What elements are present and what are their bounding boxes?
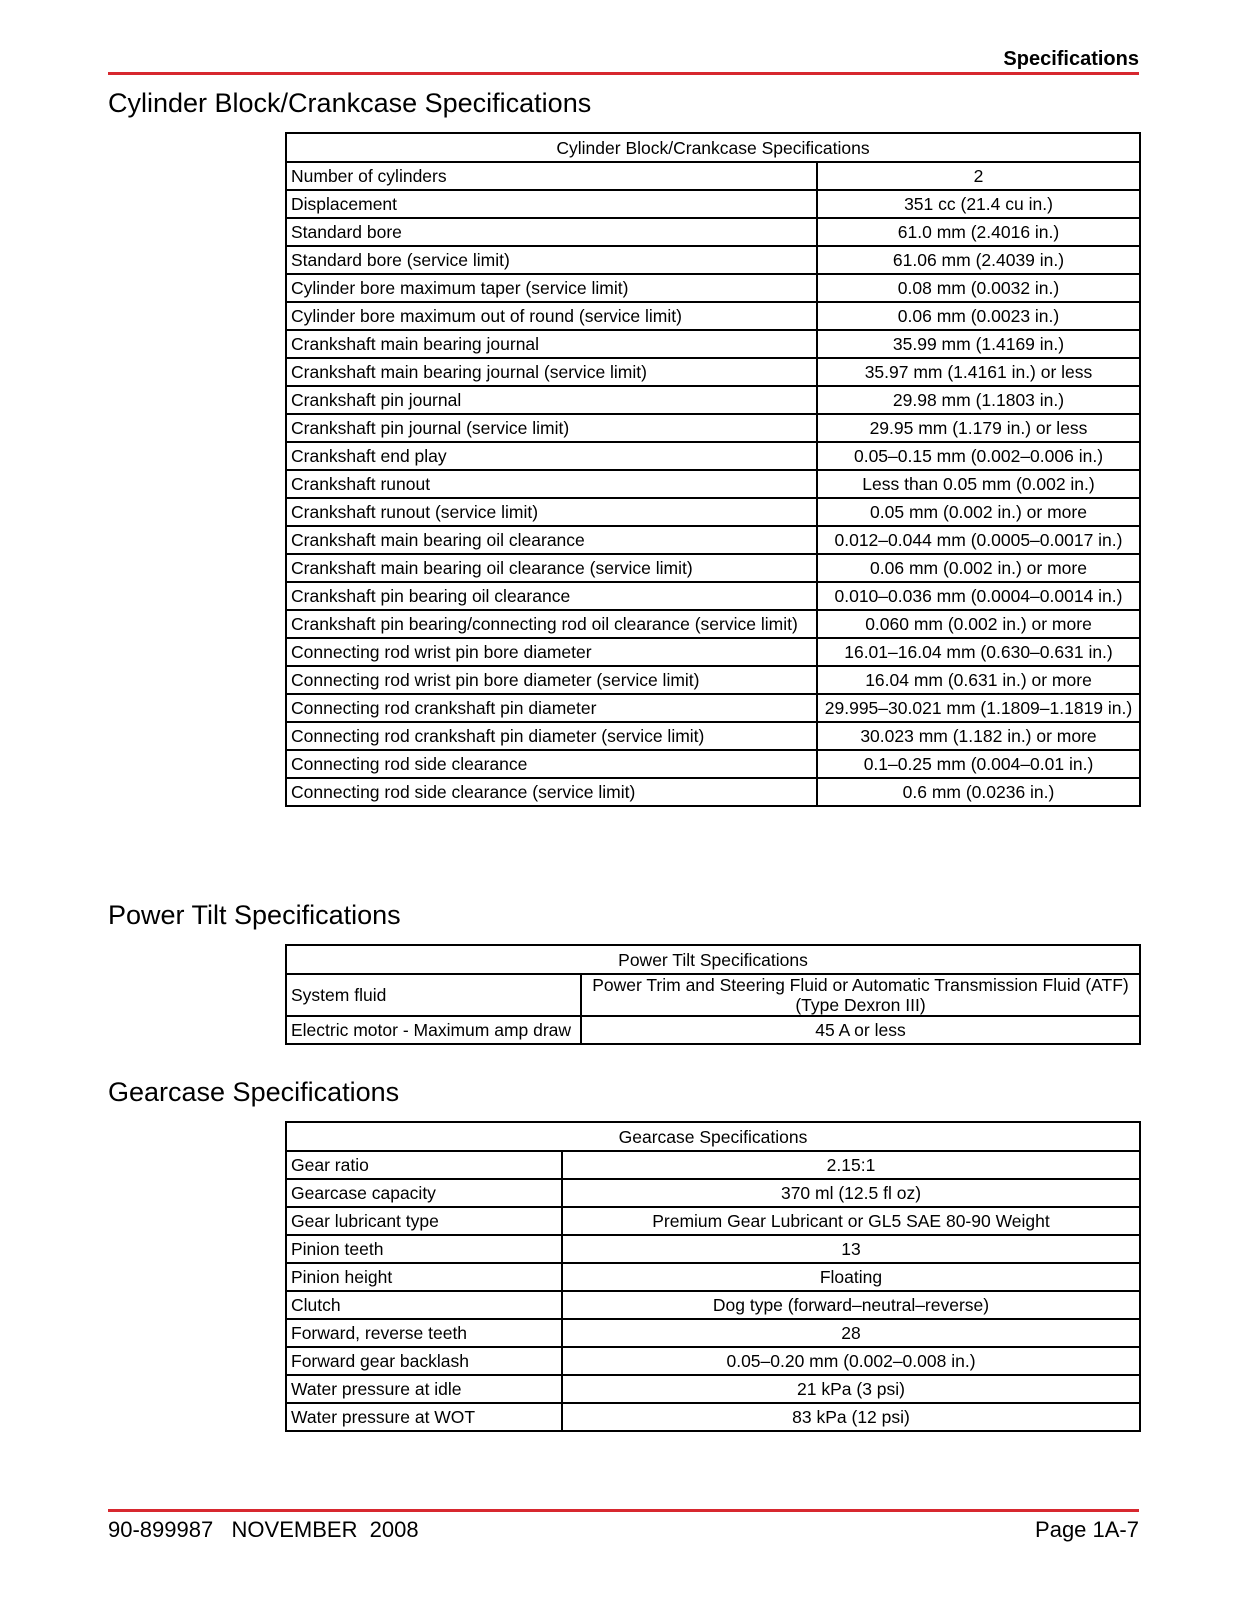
table-row bbox=[286, 414, 1140, 442]
spec-value: 0.060 mm (0.002 in.) or more bbox=[817, 610, 1140, 638]
running-header: Specifications bbox=[1003, 48, 1139, 70]
cylinder-block-spec-table bbox=[285, 132, 1141, 807]
table-row bbox=[286, 974, 1140, 1016]
spec-label: Gearcase capacity bbox=[286, 1179, 562, 1207]
spec-value: 2.15:1 bbox=[562, 1151, 1140, 1179]
table-row bbox=[286, 1016, 1140, 1044]
spec-value: 0.06 mm (0.002 in.) or more bbox=[817, 554, 1140, 582]
footer-rule bbox=[108, 1509, 1139, 1512]
table-row bbox=[286, 554, 1140, 582]
spec-value: 28 bbox=[562, 1319, 1140, 1347]
table-row bbox=[286, 1263, 1140, 1291]
table-row bbox=[286, 750, 1140, 778]
spec-value: 0.05–0.15 mm (0.002–0.006 in.) bbox=[817, 442, 1140, 470]
spec-label: Crankshaft main bearing oil clearance bbox=[286, 526, 817, 554]
table-row bbox=[286, 442, 1140, 470]
spec-label: Pinion height bbox=[286, 1263, 562, 1291]
table-row bbox=[286, 1403, 1140, 1431]
spec-label: Cylinder bore maximum taper (service limit) bbox=[286, 274, 817, 302]
table-row bbox=[286, 694, 1140, 722]
table-row bbox=[286, 246, 1140, 274]
table-row bbox=[286, 1151, 1140, 1179]
spec-label: Clutch bbox=[286, 1291, 562, 1319]
spec-label: Gear lubricant type bbox=[286, 1207, 562, 1235]
spec-label: System fluid bbox=[286, 974, 581, 1016]
table-title: Power Tilt Specifications bbox=[286, 945, 1140, 974]
spec-label: Crankshaft runout bbox=[286, 470, 817, 498]
table-row bbox=[286, 582, 1140, 610]
spec-label: Connecting rod crankshaft pin diameter (service limit) bbox=[286, 722, 817, 750]
spec-label: Connecting rod wrist pin bore diameter bbox=[286, 638, 817, 666]
spec-label: Crankshaft pin bearing oil clearance bbox=[286, 582, 817, 610]
spec-label: Crankshaft main bearing oil clearance (service limit) bbox=[286, 554, 817, 582]
spec-value: 0.05 mm (0.002 in.) or more bbox=[817, 498, 1140, 526]
section-title-power-tilt: Power Tilt Specifications bbox=[108, 900, 401, 930]
spec-value: Power Trim and Steering Fluid or Automatic Transmission Fluid (ATF) (Type Dexron III) bbox=[581, 974, 1140, 1016]
spec-value: 0.05–0.20 mm (0.002–0.008 in.) bbox=[562, 1347, 1140, 1375]
spec-label: Cylinder bore maximum out of round (service limit) bbox=[286, 302, 817, 330]
spec-label: Pinion teeth bbox=[286, 1235, 562, 1263]
table-row bbox=[286, 190, 1140, 218]
table-row bbox=[286, 330, 1140, 358]
spec-value: 61.0 mm (2.4016 in.) bbox=[817, 218, 1140, 246]
spec-label: Connecting rod crankshaft pin diameter bbox=[286, 694, 817, 722]
spec-label: Water pressure at WOT bbox=[286, 1403, 562, 1431]
spec-label: Crankshaft pin journal bbox=[286, 386, 817, 414]
spec-value: 16.01–16.04 mm (0.630–0.631 in.) bbox=[817, 638, 1140, 666]
spec-value: 13 bbox=[562, 1235, 1140, 1263]
table-title: Gearcase Specifications bbox=[286, 1122, 1140, 1151]
spec-label: Standard bore (service limit) bbox=[286, 246, 817, 274]
spec-label: Gear ratio bbox=[286, 1151, 562, 1179]
table-row bbox=[286, 1235, 1140, 1263]
spec-value: 0.012–0.044 mm (0.0005–0.0017 in.) bbox=[817, 526, 1140, 554]
spec-label: Crankshaft runout (service limit) bbox=[286, 498, 817, 526]
spec-label: Connecting rod wrist pin bore diameter (service limit) bbox=[286, 666, 817, 694]
spec-value: 16.04 mm (0.631 in.) or more bbox=[817, 666, 1140, 694]
table-row bbox=[286, 1291, 1140, 1319]
spec-value: 29.98 mm (1.1803 in.) bbox=[817, 386, 1140, 414]
table-row bbox=[286, 218, 1140, 246]
spec-label: Connecting rod side clearance bbox=[286, 750, 817, 778]
spec-label: Forward, reverse teeth bbox=[286, 1319, 562, 1347]
spec-value: 35.97 mm (1.4161 in.) or less bbox=[817, 358, 1140, 386]
spec-value: 351 cc (21.4 cu in.) bbox=[817, 190, 1140, 218]
spec-label: Forward gear backlash bbox=[286, 1347, 562, 1375]
spec-value: 0.08 mm (0.0032 in.) bbox=[817, 274, 1140, 302]
document-number: 90-899987 NOVEMBER 2008 bbox=[108, 1517, 419, 1542]
spec-label: Electric motor - Maximum amp draw bbox=[286, 1016, 581, 1044]
table-row bbox=[286, 1179, 1140, 1207]
spec-value: 370 ml (12.5 fl oz) bbox=[562, 1179, 1140, 1207]
spec-value: 0.1–0.25 mm (0.004–0.01 in.) bbox=[817, 750, 1140, 778]
spec-value: 0.6 mm (0.0236 in.) bbox=[817, 778, 1140, 806]
table-row bbox=[286, 722, 1140, 750]
section-title-gearcase: Gearcase Specifications bbox=[108, 1077, 400, 1107]
spec-label: Crankshaft main bearing journal bbox=[286, 330, 817, 358]
spec-value: 29.95 mm (1.179 in.) or less bbox=[817, 414, 1140, 442]
gearcase-spec-table bbox=[285, 1121, 1141, 1432]
spec-label: Crankshaft main bearing journal (service limit) bbox=[286, 358, 817, 386]
table-row bbox=[286, 498, 1140, 526]
spec-label: Crankshaft pin journal (service limit) bbox=[286, 414, 817, 442]
spec-label: Connecting rod side clearance (service limit) bbox=[286, 778, 817, 806]
table-row bbox=[286, 610, 1140, 638]
spec-label: Crankshaft end play bbox=[286, 442, 817, 470]
table-row bbox=[286, 1375, 1140, 1403]
power-tilt-spec-table bbox=[285, 944, 1141, 1045]
spec-value: 83 kPa (12 psi) bbox=[562, 1403, 1140, 1431]
table-row bbox=[286, 1319, 1140, 1347]
table-row bbox=[286, 302, 1140, 330]
page-number: Page 1A-7 bbox=[1035, 1517, 1139, 1542]
table-row bbox=[286, 526, 1140, 554]
spec-label: Displacement bbox=[286, 190, 817, 218]
spec-value: 61.06 mm (2.4039 in.) bbox=[817, 246, 1140, 274]
section-title-cylinder-block: Cylinder Block/Crankcase Specifications bbox=[108, 88, 592, 118]
spec-value: Less than 0.05 mm (0.002 in.) bbox=[817, 470, 1140, 498]
spec-label: Water pressure at idle bbox=[286, 1375, 562, 1403]
spec-value: 0.010–0.036 mm (0.0004–0.0014 in.) bbox=[817, 582, 1140, 610]
table-row bbox=[286, 1347, 1140, 1375]
spec-value: 2 bbox=[817, 162, 1140, 190]
spec-value: 35.99 mm (1.4169 in.) bbox=[817, 330, 1140, 358]
spec-label: Standard bore bbox=[286, 218, 817, 246]
table-row bbox=[286, 162, 1140, 190]
table-row bbox=[286, 638, 1140, 666]
spec-value: 29.995–30.021 mm (1.1809–1.1819 in.) bbox=[817, 694, 1140, 722]
table-row bbox=[286, 358, 1140, 386]
table-row bbox=[286, 274, 1140, 302]
table-row bbox=[286, 778, 1140, 806]
spec-value: Dog type (forward–neutral–reverse) bbox=[562, 1291, 1140, 1319]
spec-label: Number of cylinders bbox=[286, 162, 817, 190]
header-rule bbox=[108, 72, 1139, 75]
spec-value: 45 A or less bbox=[581, 1016, 1140, 1044]
spec-value: 21 kPa (3 psi) bbox=[562, 1375, 1140, 1403]
spec-value: Floating bbox=[562, 1263, 1140, 1291]
table-row bbox=[286, 470, 1140, 498]
spec-value: 30.023 mm (1.182 in.) or more bbox=[817, 722, 1140, 750]
spec-value: Premium Gear Lubricant or GL5 SAE 80-90 Weight bbox=[562, 1207, 1140, 1235]
spec-value: 0.06 mm (0.0023 in.) bbox=[817, 302, 1140, 330]
spec-label: Crankshaft pin bearing/connecting rod oil clearance (service limit) bbox=[286, 610, 817, 638]
table-row bbox=[286, 1207, 1140, 1235]
table-row bbox=[286, 386, 1140, 414]
table-row bbox=[286, 666, 1140, 694]
table-title: Cylinder Block/Crankcase Specifications bbox=[286, 133, 1140, 162]
